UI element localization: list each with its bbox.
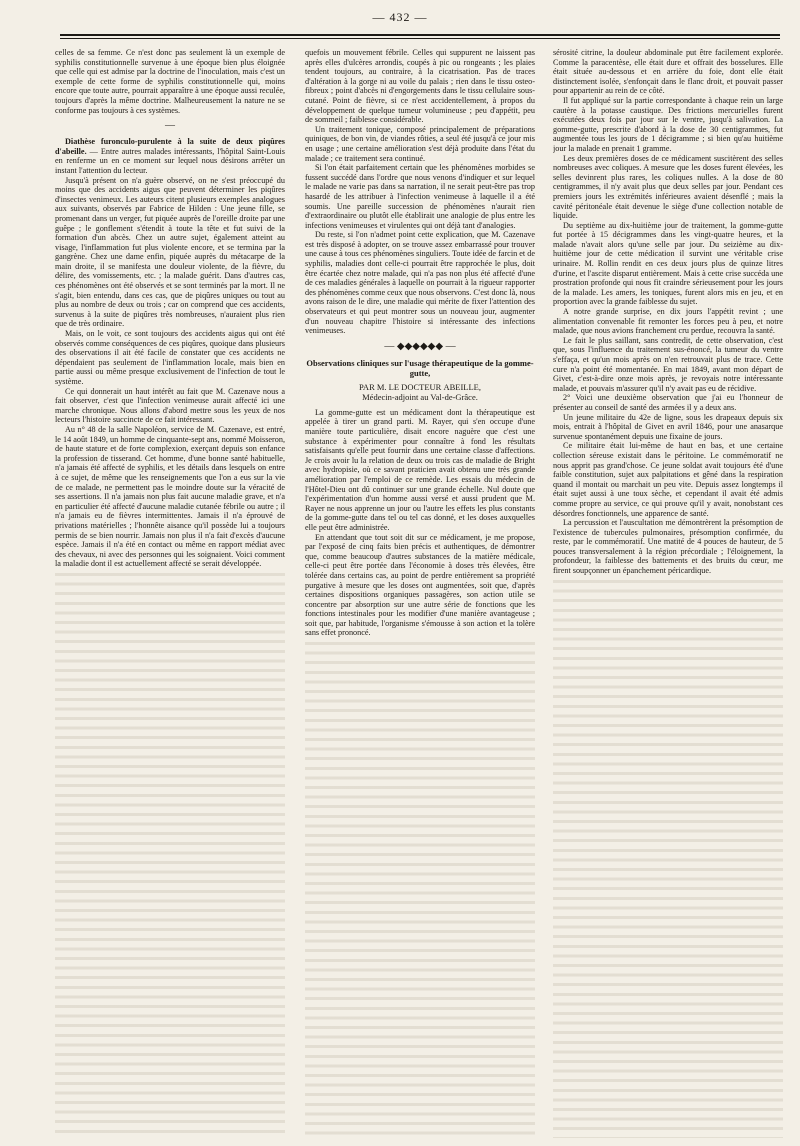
byline-prefix: PAR M. LE DOCTEUR bbox=[358, 381, 442, 392]
column-right bbox=[553, 48, 783, 1138]
column-left bbox=[55, 48, 285, 1138]
section-heading-paragraph: Diathèse furonculo-purulente à la suite de deux piqûres d'abeille. — Entre autres malades intéressants, l'hôpital Saint-Louis en renferme un en ce moment sur lequel nous désirons arrêter un instant l'attention du lecteur. bbox=[55, 137, 285, 175]
paragraph: quefois un mouvement fébrile. Celles qui suppurent ne laissent pas après elles d'ulcères arrondis, coupés à pic ou rongeants ; les plaies tendent toujours, au contraire, à la cicatrisation. Pas de traces d'altération à la gorge ni au voile du palais ; rien dans le tissu osteo-fibreux ; point d'abcès ni d'engorgements dans le tissu cellulaire sous-cutané. Point de fièvre, si ce n'est accidentellement, à propos du développement de quelque tumeur volumineuse ; peu d'appétit, peu de sommeil ; faiblesse considérable. bbox=[305, 48, 535, 125]
column-middle bbox=[305, 48, 535, 1138]
paragraph: Ce militaire était lui-même de haut en bas, et une certaine collection séreuse existait dans le péritoine. Le commémoratif ne nous apprit pas grand'chose. Ce jeune soldat avait toujours été d'une faible constitution, sujet aux palpitations et gêné dans la respiration quand il montait ou marchait un peu vite. Depuis assez longtemps il était sujet aussi à une toux sèche, et cependant il avait été admis comme propre au service, ce qui prouve qu'il y avait, nonobstant ces désordres fonctionnels, une apparence de santé. bbox=[553, 441, 783, 518]
paragraph: sérosité citrine, la douleur abdominale put être facilement explorée. Comme la paracentèse, elle était dure et offrait des bosselures. Elle était située au-dessous et en arrière du foie, dont elle était distinctement isolée, s'enfonçait dans le flanc droit, et pouvait passer pour appartenir au rein de ce côté. bbox=[553, 48, 783, 96]
author-name: ABEILLE, bbox=[443, 381, 481, 392]
paragraph: La gomme-gutte est un médicament dont la thérapeutique est appelée à tirer un grand parti. M. Rayer, qui s'en occupe d'une manière toute particulière, disait encore naguère que c'est une substance à expérimenter pour connaître à fond les résultats satisfaisants qu'elle peut fournir dans une certaine classe d'affections. Je crois avoir lu la relation de deux ou trois cas de maladie de Bright avec hydropisie, où ce savant praticien avait obtenu une très grande amélioration par l'emploi de ce remède. Les essais du médecin de l'Hôtel-Dieu ont dû continuer sur une grande échelle. Nul doute que l'expérimentation d'un homme aussi versé et aussi prudent que M. Rayer ne nous apprenne un jour ou l'autre les effets les plus constants de la gomme-gutte dans tel ou tel cas donné, et les doses auxquelles elle peut être administrée. bbox=[305, 407, 535, 532]
article-byline bbox=[305, 382, 535, 402]
paragraph: Du reste, si l'on n'admet point cette explication, que M. Cazenave est très disposé à adopter, on se trouve assez embarrassé pour trouver une cause à tous ces phénomènes singuliers. Toute idée de farcin et de syphilis, maladies dont celle-ci pourrait être rapprochée le plus, doit être écartée chez notre malade, qui n'a pas non plus été affecté d'une de ces maladies générales à laquelle on pourrait à la rigueur rapporter des phénomènes comme ceux que nous observons. C'est donc là, nous avons raison de le dire, une maladie qui mérite de fixer l'attention des observateurs et qui peut montrer sous un nouveau jour, augmenter d'un nouveau chapitre l'histoire si intéressante des infections venimeuses. bbox=[305, 230, 535, 336]
paragraph: Les deux premières doses de ce médicament suscitèrent des selles nombreuses avec coliques. A mesure que les doses furent élevées, les selles devinrent plus rares, les coliques nulles. A la dose de 80 centigrammes, il n'y avait plus que deux selles par jour. Pendant ces premiers jours les extrémités inférieures avaient désenflé ; mais la cavité péritonéale était devenue le siège d'une collection notable de liquide. bbox=[553, 153, 783, 221]
paragraph: Il fut appliqué sur la partie correspondante à chaque rein un large cautère à la potasse caustique. Des frictions mercurielles furent exécutées deux fois par jour sur le ventre, jusqu'à salivation. La gomme-gutte, prescrite d'abord à la dose de 30 centigrammes, fut augmentée tous les jours de 1 décigramme ; si bien qu'au huitième jour la malade en prenait 1 gramme. bbox=[553, 95, 783, 153]
page-header bbox=[0, 4, 800, 44]
paragraph: Au n° 48 de la salle Napoléon, service de M. Cazenave, est entré, le 14 août 1849, un homme de cinquante-sept ans, nommé Moisseron, de haute stature et de forte complexion, exerçant depuis son enfance la profession de tisserand. Cet homme, d'une bonne santé habituelle, n'a jamais été affecté de syphilis, et les détails dans lesquels on entre à ce sujet, de même que les renseignements que l'on a eus sur la vie de ce malade, ne permettent pas le moindre doute sur la véracité de ses assertions. Il n'a jamais non plus fait aucune maladie grave, et n'a en particulier été affecté d'aucune maladie cutanée fébrile ou autre ; il n'a jamais eu de fièvres intermittentes. Jamais il n'a éprouvé de privations matérielles ; l'honnête aisance qu'il possède lui a toujours permis de se bien nourrir. Jamais non plus il n'a fait d'excès d'aucune espèce. Jamais il n'a été en contact ou même en rapport médiat avec des chevaux, ni avec des personnes qui les soignaient. Voici comment la maladie dont il est actuellement affecté se serait développée. bbox=[55, 424, 285, 569]
paragraph: Le fait le plus saillant, sans contredit, de cette observation, c'est que, sous l'influence du traitement sus-énoncé, la tumeur du ventre s'effaça, et qu'un mois après on n'en retrouvait plus de trace. Cette cure n'a point été momentanée. En mai 1849, avant mon départ de Givet, c'est-à-dire onze mois après, je revoyais notre intéressante malade, et pouvais m'assurer qu'il n'y avait pas eu de récidive. bbox=[553, 335, 783, 393]
article-title: Observations cliniques sur l'usage thérapeutique de la gomme-gutte, bbox=[306, 357, 534, 378]
paragraph-text: Entre autres malades intéressants, l'hôpital Saint-Louis en renferme un en ce moment sur lequel nous désirons arrêter un instant l'attention du lecteur. bbox=[55, 146, 285, 175]
paragraph: Ce qui donnerait un haut intérêt au fait que M. Cazenave nous a fait observer, c'est que l'infection venimeuse aurait affecté ici une marche chronique. Nous allons d'abord mettre sous les yeux de nos lecteurs l'histoire succincte de ce fait intéressant. bbox=[55, 386, 285, 425]
paragraph: Du septième au dix-huitième jour de traitement, la gomme-gutte fut portée à 15 décigrammes dans les vingt-quatre heures, et la malade n'avait alors qu'une selle par jour. Du seizième au dix-huitième jour de cette médication il survint une véritable crise urinaire. M. Rollin rendit en ces deux jours plus de quinze litres d'urine, et l'ascite disparut entièrement. Mais à cette crise succéda une prostration profonde qui nous fit craindre sérieusement pour les jours de la malade. Les amers, les toniques, furent alors mis en jeu, et en proportion avec la grande faiblesse du sujet. bbox=[553, 220, 783, 307]
header-rule bbox=[60, 34, 780, 36]
header-rule-thin bbox=[60, 38, 780, 39]
remaining-text-lines bbox=[305, 642, 535, 1138]
paragraph: Jusqu'à présent on n'a guère observé, on ne s'est préoccupé du moins que des accidents aigus que peuvent déterminer les piqûres d'insectes venimeux. Les auteurs citent plusieurs exemples analogues aux suivants, observés par Fabrice de Hilden : Une jeune fille, se promenant dans un verger, fut piquée auprès de l'oreille droite par une guêpe ; le gonflement s'étendit à toute la tête et fut suivi de la formation d'un abcès. Chez un autre sujet, également atteint au visage, l'inflammation fut plus violente encore, et se termina par la gangrène. Chez une dame enfin, piquée auprès du métacarpe de la main droite, il se manifesta une douleur violente, de la fièvre, du délire, des vomissements, etc. ; la malade guérit. Dans d'autres cas, ces phénomènes ont été observés et se sont terminés par la mort. Il ne s'agit, bien entendu, dans ces cas, que de piqûres uniques ou tout au plus au nombre de deux ou trois ; car on comprend que ces accidents, survenus à la suite de piqûres très nombreuses, n'auraient plus rien que de très ordinaire. bbox=[55, 175, 285, 329]
section-title: Diathèse furonculo-purulente à la suite de deux piqûres d'abeille. bbox=[55, 137, 285, 156]
paragraph: celles de sa femme. Ce n'est donc pas seulement là un exemple de syphilis constitutionnelle survenue à une époque bien plus éloignée que celle qui est admise par la doctrine de l'inoculation, mais c'est un exemple de cette forme de syphilis constitutionnelle qui, moins encore que toute autre, pourrait apparaître à une époque aussi reculée, toujours d'après la même doctrine. Malheureusement la nature ne se conforme pas toujours à ces systèmes. bbox=[55, 48, 285, 115]
remaining-text-lines bbox=[55, 573, 285, 1138]
author-role: Médecin-adjoint au Val-de-Grâce. bbox=[362, 391, 478, 402]
paragraph: A notre grande surprise, en dix jours l'appétit revint ; une alimentation convenable fit remonter les forces peu à peu, et notre malade, que nous avions franchement cru perdue, recouvra la santé. bbox=[553, 307, 783, 336]
paragraph: Un traitement tonique, composé principalement de préparations quiniques, de bon vin, de viandes rôties, a seul été jusqu'à ce jour mis en usage ; une certaine amélioration s'est déjà produite dans l'état du malade ; ce traitement sera continué. bbox=[305, 124, 535, 163]
paragraph: Un jeune militaire du 42e de ligne, sous les drapeaux depuis six mois, entrait à l'hôpital de Givet en avril 1846, pour une anasarque survenue spontanément depuis une fixaine de jours. bbox=[553, 412, 783, 441]
paragraph: 2° Voici une deuxième observation que j'ai eu l'honneur de présenter au conseil de santé des armées il y a deux ans. bbox=[553, 393, 783, 412]
article-separator: — ◆◆◆◆◆◆ — bbox=[384, 340, 456, 352]
section-separator: — bbox=[165, 120, 175, 132]
remaining-text-lines bbox=[553, 580, 783, 1138]
page-number: — 432 — bbox=[372, 10, 428, 24]
paragraph: Si l'on était parfaitement certain que les phénomènes morbides se fussent succédé dans l'ordre que nous venons d'indiquer et sur lequel le malade ne varie pas dans sa narration, il ne serait peut-être pas trop hasardé de les attribuer à l'infection venimeuse à laquelle il a été soumis. Une pareille succession de phénomènes n'aurait rien d'extraordinaire ou plutôt elle établirait une analogie de plus entre les infections venimeuses et virulentes qui ont déjà tant d'analogies. bbox=[305, 163, 535, 230]
paragraph: Mais, on le voit, ce sont toujours des accidents aigus qui ont été observés comme conséquences de ces piqûres, quoique dans plusieurs des observations il ait été facile de constater que ces accidents ne dépendaient pas seulement de l'inflammation locale, mais bien en partie aussi ou même presque exclusivement de l'infection de tout le système. bbox=[55, 329, 285, 386]
paragraph: En attendant que tout soit dit sur ce médicament, je me propose, par l'exposé de cinq faits bien précis et authentiques, de démontrer que, comme beaucoup d'autres substances de la matière médicale, celle-ci peut être portée dans l'économie à doses très élevées, être tolérée dans certains cas, au point de perdre entièrement sa propriété purgative à mesure que les doses ont augmentées, soit que, d'après certaines dispositions organiques passagères, son action utile se concentre par absorption sur une autre série de fonctions que les fonctions intestinales pour les modifier d'une manière avantageuse ; soit que, par habitude, l'organisme s'émousse à son action et la tolère sans effet prononcé. bbox=[305, 532, 535, 638]
paragraph: La percussion et l'auscultation me démontrèrent la présomption de l'existence de tubercules pulmonaires, présomption confirmée, du reste, par le commémoratif. Une matité de 4 pouces de hauteur, de 5 pouces transversalement à la région précordiale ; l'éloignement, la profondeur, la faiblesse des battements et des bruits du cœur, me firent soupçonner un épanchement péricardique. bbox=[553, 518, 783, 576]
